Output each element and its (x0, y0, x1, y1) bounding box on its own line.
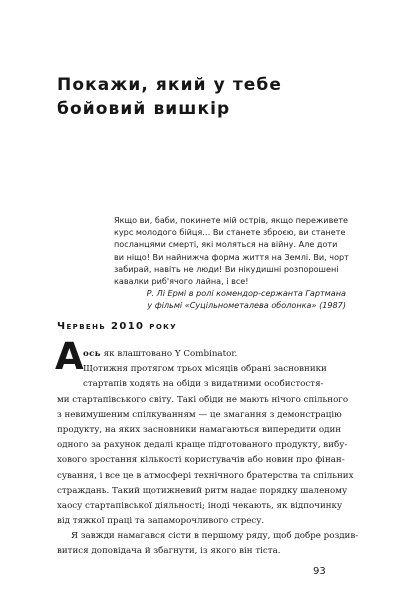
epigraph-line: курс молодого бійця… Ви станете зброєю, ви станете (114, 227, 346, 238)
epigraph-source-line-1: Р. Лі Ермі в ролі комендор-сержанта Гартмана (146, 288, 346, 299)
epigraph-line: посланцями смерті, які моляться на війну. Але доти (114, 239, 338, 250)
epigraph-quote (114, 214, 349, 287)
body-line: одного за рахунок дедалі краще підготованого продукту, вибу- (57, 440, 348, 451)
epigraph-attribution (114, 287, 346, 311)
body-line: страждань. Такий щотижневий ритм надає порядку шаленому (57, 485, 348, 496)
epigraph-line: Якщо ви, баби, покинете мій острів, якщо переживете (114, 215, 349, 225)
epigraph (114, 214, 349, 312)
body-text (57, 347, 359, 560)
section-date-heading: Червень 2010 року (57, 321, 178, 332)
epigraph-line: кавалки риб'ячого лайна, і все! (114, 276, 249, 287)
body-line: продукту, на яких засновники намагаються випередити один (57, 424, 342, 435)
lead-rest: як влаштовано Y Combinator. (100, 349, 238, 359)
epigraph-line: ви ніщо! Ви найнижча форма життя на Землі. Ви, чорт (114, 251, 349, 262)
body-line: ми стартапівського світу. Такі обіди не мають нічого спільного (57, 394, 349, 405)
chapter-title-line-1: Покажи, який у тебе (57, 75, 282, 95)
drop-cap: А (55, 335, 84, 378)
lead-word: ось (83, 349, 101, 359)
epigraph-source-line-2: у фільмі «Суцільнометалева оболонка» (1987) (147, 300, 346, 311)
body-line: з невимушеним спілкуванням — це змагання з демонстрацію (57, 409, 342, 420)
epigraph-line: забирай, навіть не люди! Ви нікудишні розпорошені (114, 263, 339, 274)
body-line: Щотижня протягом трьох місяців обрані засновники (83, 364, 327, 375)
body-line: витися доповідача й збагнути, із якого він тіста. (57, 546, 281, 557)
body-line: хового зростання кількості користувачів або новин про фінан- (57, 455, 345, 466)
chapter-title (57, 73, 357, 121)
body-line: Я завжди намагався сісти в першому ряду, щоб добре роздив- (71, 531, 359, 542)
body-line-lead (57, 347, 345, 362)
body-line: стартапів ходять на обіди з видатними особистостя- (83, 379, 324, 390)
body-line: хаосу стартапівської діяльності; іноді чекають, як відпочинку (57, 500, 343, 511)
chapter-title-line-2: бойовий вишкір (57, 99, 231, 119)
body-line: сування, і все це в атмосфері технічного братерства та спільних (57, 470, 354, 481)
body-line: від тяжкої праці та запаморочливого стресу. (57, 516, 265, 527)
page-number: 93 (313, 566, 326, 577)
